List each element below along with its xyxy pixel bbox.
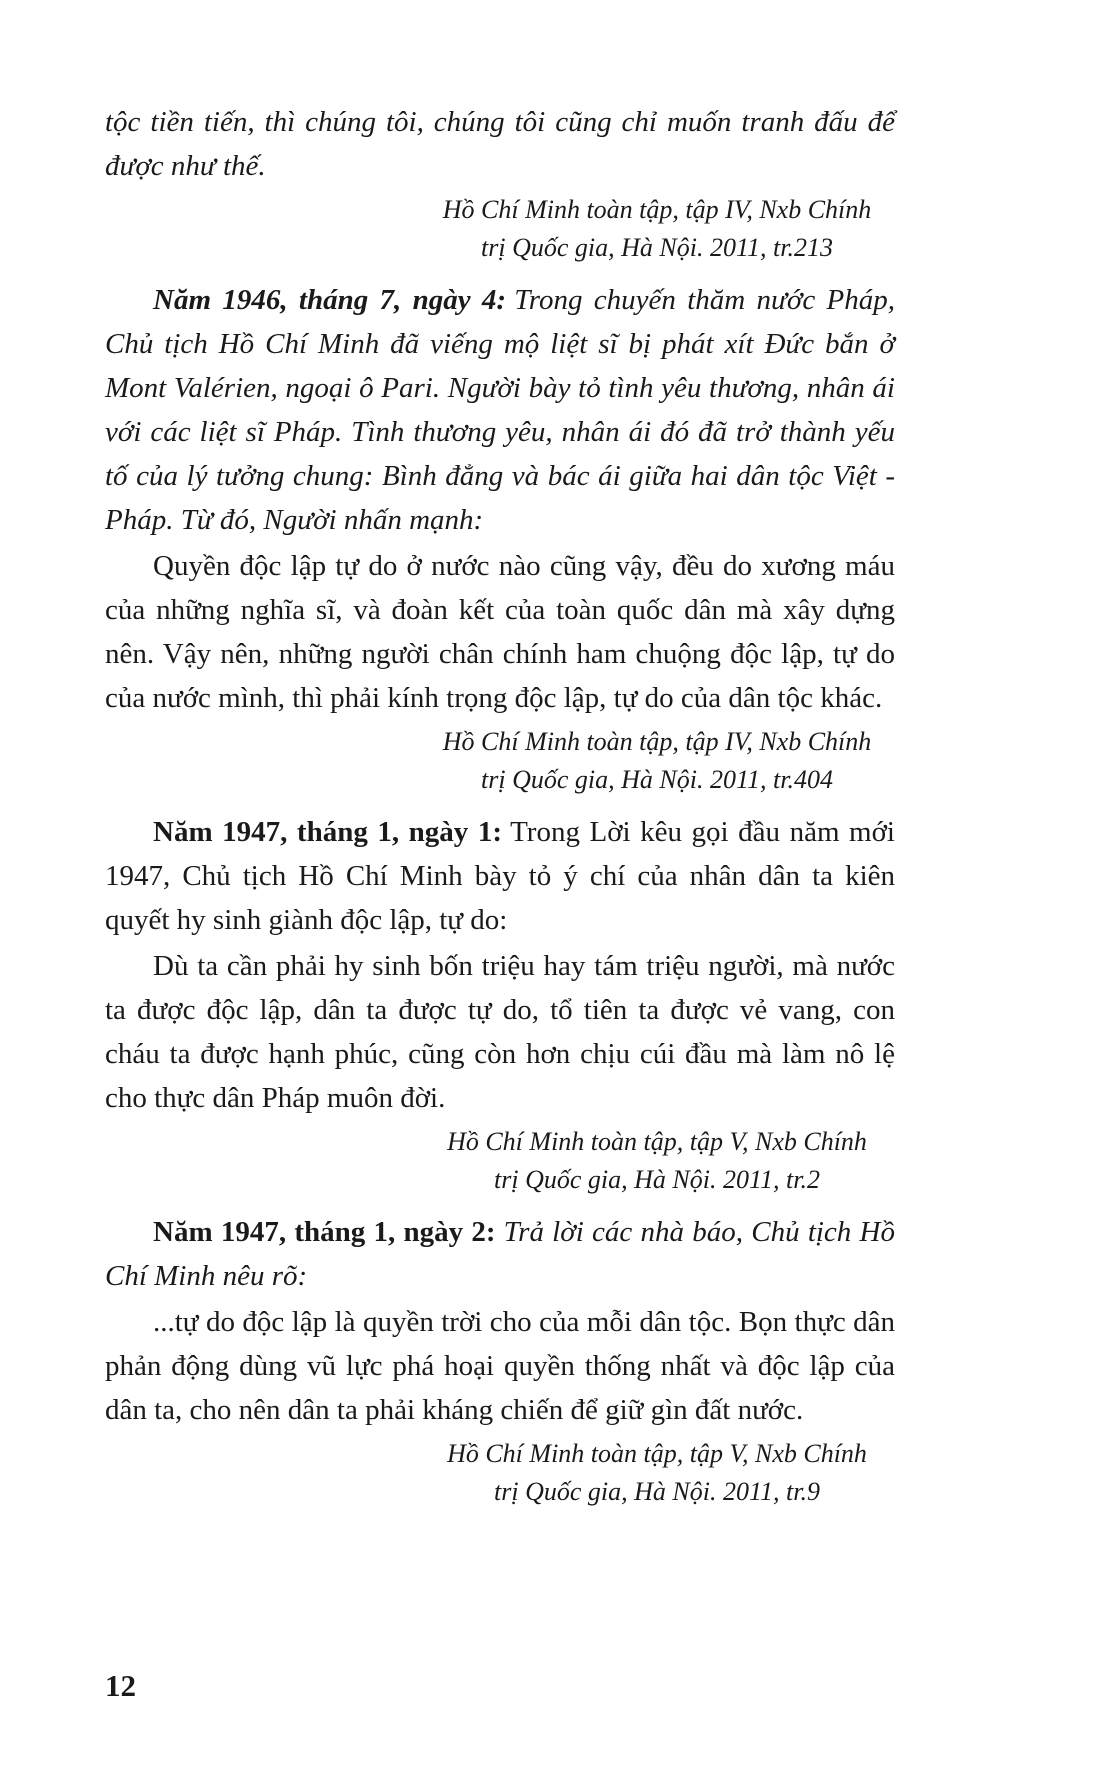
entry-body: Trong chuyến thăm nước Pháp, Chủ tịch Hồ Chí Minh đã viếng mộ liệt sĩ bị phát xít Đức bắn ở Mont Valérien, ngoại ô Pari. Người bày tỏ tình yêu thương, nhân ái với các liệt sĩ Pháp. Tình thương yêu, nhân ái đó đã trở thành yếu tố của lý tưởng chung: Bình đẳng và bác ái giữa hai dân tộc Việt - Pháp. Từ đó, Người nhấn mạnh: — [105, 284, 895, 536]
citation — [437, 191, 877, 267]
entry-date-heading: Năm 1947, tháng 1, ngày 1: — [153, 816, 502, 848]
quote-paragraph: ...tự do độc lập là quyền trời cho của mỗi dân tộc. Bọn thực dân phản động dùng vũ lực phá hoại quyền thống nhất và độc lập của dân ta, cho nên dân ta phải kháng chiến để giữ gìn đất nước. — [105, 1306, 895, 1426]
entry-date-heading: Năm 1947, tháng 1, ngày 2: — [153, 1216, 496, 1248]
citation — [437, 723, 877, 799]
entry-body: Trả lời các nhà báo, Chủ tịch Hồ Chí Minh nêu rõ: — [105, 1216, 895, 1292]
entry-body: Trong Lời kêu gọi đầu năm mới 1947, Chủ tịch Hồ Chí Minh bày tỏ ý chí của nhân dân ta kiên quyết hy sinh giành độc lập, tự do: — [105, 816, 895, 936]
citation — [437, 1123, 877, 1199]
citation-line: trị Quốc gia, Hà Nội. 2011, tr.2 — [494, 1165, 820, 1194]
page-number: 12 — [105, 1668, 136, 1703]
citation-line: Hồ Chí Minh toàn tập, tập IV, Nxb Chính — [442, 195, 872, 224]
citation-line: trị Quốc gia, Hà Nội. 2011, tr.213 — [481, 233, 833, 262]
entry-paragraph — [105, 1210, 895, 1298]
citation-line: trị Quốc gia, Hà Nội. 2011, tr.9 — [494, 1477, 820, 1506]
entry-paragraph — [105, 810, 895, 942]
citation — [437, 1435, 877, 1511]
citation-line: Hồ Chí Minh toàn tập, tập V, Nxb Chính — [447, 1127, 867, 1156]
continued-paragraph: tộc tiền tiến, thì chúng tôi, chúng tôi cũng chỉ muốn tranh đấu để được như thế. — [105, 106, 895, 182]
quote-paragraph: Dù ta cần phải hy sinh bốn triệu hay tám triệu người, mà nước ta được độc lập, dân ta được tự do, tổ tiên ta được vẻ vang, con cháu ta được hạnh phúc, cũng còn hơn chịu cúi đầu mà làm nô lệ cho thực dân Pháp muôn đời. — [105, 950, 895, 1114]
quote-paragraph: Quyền độc lập tự do ở nước nào cũng vậy, đều do xương máu của những nghĩa sĩ, và đoàn kết của toàn quốc dân mà xây dựng nên. Vậy nên, những người chân chính ham chuộng độc lập, tự do của nước mình, thì phải kính trọng độc lập, tự do của dân tộc khác. — [105, 550, 895, 714]
entry-date-heading: Năm 1946, tháng 7, ngày 4: — [153, 284, 507, 316]
citation-line: Hồ Chí Minh toàn tập, tập IV, Nxb Chính — [442, 727, 872, 756]
citation-line: Hồ Chí Minh toàn tập, tập V, Nxb Chính — [447, 1439, 867, 1468]
citation-line: trị Quốc gia, Hà Nội. 2011, tr.404 — [481, 765, 833, 794]
entry-paragraph — [105, 278, 895, 542]
text-column — [105, 100, 895, 1516]
